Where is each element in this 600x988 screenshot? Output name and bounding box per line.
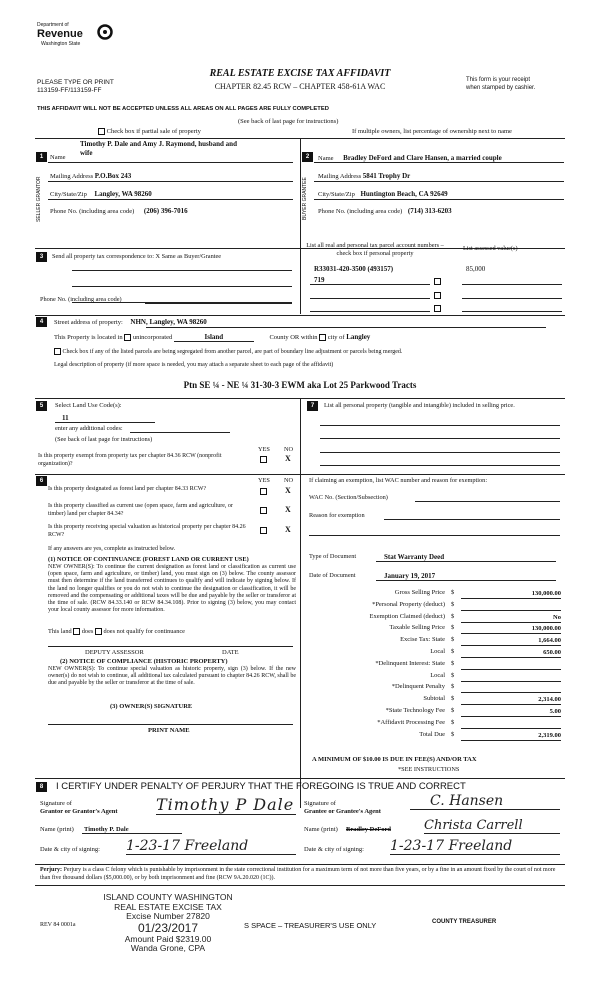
assessor-date: DATE [222,649,239,656]
warning-text: THIS AFFIDAVIT WILL NOT BE ACCEPTED UNLESS ALL AREAS ON ALL PAGES ARE FULLY COMPLETED [37,106,329,112]
buyer-mail-value[interactable]: 5841 Trophy Dr [362,172,411,180]
grantor-name-value[interactable]: Timothy P. Dale [82,826,182,834]
buyer-name-value[interactable]: Bradley DeFord and Clare Hansen, a married couple [343,154,502,162]
financial-value[interactable]: No [461,613,561,623]
section-1-number: 1 [36,152,47,162]
financial-row [305,623,563,635]
financial-currency: $ [451,695,455,703]
yes-header-6: YES [258,477,270,484]
seller-name-line1: Timothy P. Dale and Amy J. Raymond, husband and [80,140,237,148]
financial-value[interactable] [461,719,561,729]
financial-row [305,671,563,683]
financial-label: Gross Selling Price [394,589,445,596]
exempt-no-mark[interactable]: X [285,454,291,463]
county-label: County OR within [269,334,318,341]
section-6-number: 6 [36,476,47,486]
minimum-fee-note: A MINIMUM OF $10.00 IS DUE IN FEE(S) AND/OR TAX [312,756,477,763]
section-5-number: 5 [36,401,47,411]
financial-row [305,730,563,742]
financial-currency: $ [451,718,455,726]
grantor-date-value[interactable]: 1-23-17 Freeland [126,838,296,855]
buyer-grantee-label: BUYER GRANTEE [302,177,308,221]
financial-table [305,588,563,741]
logo-swirl-icon [97,24,113,40]
financial-label: Exemption Claimed (deduct) [369,612,445,620]
financial-label: Subtotal [423,695,445,703]
financial-row [305,682,563,694]
segregated-label: Check box if any of the listed parcels are being segregated from another parcel, are part of boundary line adjustment or parcels being merged. [62,348,403,355]
financial-row [305,659,563,671]
financial-value[interactable]: 2,319.00 [461,731,561,741]
financial-label: *Personal Property (deduct) [372,600,445,608]
parcel-2[interactable]: 719 [314,276,325,284]
buyer-city-value[interactable]: Huntington Beach, CA 92649 [360,190,448,198]
financial-value[interactable] [461,660,561,670]
wac-label: WAC No. (Section/Subsection) [309,494,388,501]
historic-no-mark[interactable]: X [285,525,291,534]
print-name-label: PRINT NAME [148,727,190,734]
seller-city-value[interactable]: Langley, WA 98260 [94,190,152,198]
seller-mail-value[interactable]: P.O.Box 243 [94,172,132,180]
stamp-line2: REAL ESTATE EXCISE TAX [114,901,222,912]
section-7-number: 7 [307,401,318,411]
assessed-1[interactable]: 85,000 [466,265,486,273]
unincorporated-checkbox[interactable] [124,334,131,341]
perjury-label: Perjury: [40,867,62,873]
multiple-owners-note: If multiple owners, list percentage of ownership next to name [352,128,512,135]
personal-property-checkbox-1[interactable] [434,278,441,285]
city-checkbox[interactable] [319,334,326,341]
does-not-label: does not qualify for continuance [103,628,185,635]
buyer-phone-label: Phone No. (including area code) [318,208,403,215]
assessed-header: List assessed value(s) [463,245,518,252]
send-correspondence: Send all property tax correspondence to: X Same as Buyer/Grantee [52,253,222,260]
financial-label: Excise Tax: State [400,636,445,644]
financial-currency: $ [451,636,455,644]
current-use-no-mark[interactable]: X [285,505,291,514]
grantee-name-handwritten[interactable]: Christa Carrell [424,818,560,834]
street-label: Street address of property: [54,319,123,326]
section-3-number: 3 [36,252,47,262]
current-use-question: Is this property classified as current use (open space, farm and agriculture, or timber) land per chapter 84.34? [48,503,233,517]
treasurer-space: S SPACE – TREASURER'S USE ONLY [244,921,377,930]
financial-value[interactable] [461,601,561,611]
seller-name-line2: wife [80,149,93,157]
does-not-checkbox[interactable] [95,628,102,635]
doc-date-label: Date of Document [309,572,356,579]
land-use-label: Select Land Use Code(s): [55,402,122,409]
forest-no-mark[interactable]: X [285,486,291,495]
correspondence-phone-label: Phone No. (including area code) [40,296,122,303]
no-header-6: NO [284,477,294,484]
logo-line3: Washington State [41,41,81,47]
financial-label: *Delinquent Penalty [391,683,445,691]
financial-value[interactable]: 130,000.00 [461,589,561,599]
financial-value[interactable]: 650.00 [461,648,561,658]
financial-label: Local [430,647,445,655]
financial-currency: $ [451,589,455,596]
legal-value[interactable]: Ptn SE ¼ - NE ¼ 31-30-3 EWM aka Lot 25 Parkwood Tracts [183,380,417,390]
exemption-label: If claiming an exemption, list WAC number and reason for exemption: [309,477,488,484]
forest-question: Is this property designated as forest land per chapter 84.33 RCW? [48,486,207,492]
section-4-number: 4 [36,317,47,327]
partial-sale-label: Check box if partial sale of property [106,128,201,135]
stamp-line4: 01/23/2017 [137,920,199,935]
please-type: PLEASE TYPE OR PRINT [37,79,114,86]
exempt-yes-checkbox[interactable] [260,456,267,463]
county-value[interactable]: Island [174,333,254,342]
grantor-name-label: Name (print) [40,826,74,833]
financial-currency: $ [451,600,455,608]
financial-value[interactable] [461,672,561,682]
doc-type-label: Type of Document [309,553,357,560]
personal-property-checkbox-3[interactable] [434,305,441,312]
partial-sale-checkbox[interactable] [98,128,105,135]
certify-statement: I CERTIFY UNDER PENALTY OF PERJURY THAT THE FOREGOING IS TRUE AND CORRECT [56,781,466,792]
stamp-line1: ISLAND COUNTY WASHINGTON [103,892,233,902]
notice1-body: NEW OWNER(S): To continue the current designation as forest land or classification as current use (open space, farm and agriculture, or timber) land, you must sign on (3) below. The county assessor must then determine if the land transferred continues to qualify and will indicate by signing below. If the land no longer qualifies or you do not wish to continue the designation or classification, it will be removed and the compensating or additional taxes will be due and payable by the seller or transferor at the time of sale. (RCW 84.33.140 or RCW 84.34.108). Prior to signing (3) below, you may contact your local county assessor for more information. [48,564,296,614]
financial-row [305,612,563,624]
located-label: This Property is located in [54,334,123,341]
seller-phone-value[interactable]: (206) 396-7016 [143,207,188,215]
grantee-name-struck: Bradley DeFord [346,826,391,833]
treasurer-stamp [88,893,248,954]
notice2-body: NEW OWNER(S): To continue special valuation as historic property, sign (3) below. If the new owner(s) do not wish to continue, all additional tax calculated pursuant to chapter 84.26 RCW, shall be due and payable by the seller or transferor at the time of sale. [48,666,296,687]
parcel-header: List all real and personal tax parcel account numbers – check box if personal property [306,242,444,257]
city-of-label: city of [327,334,345,341]
see-instructions: *SEE INSTRUCTIONS [398,766,460,773]
receipt-note-1: This form is your receipt [466,77,531,83]
section-8-number: 8 [36,782,47,792]
seller-city-label: City/State/Zip [50,191,87,198]
dor-logo [37,22,117,52]
grantor-agent-label: Grantor or Grantor's Agent [40,808,118,815]
street-value[interactable]: NHN, Langley, WA 98260 [130,318,207,326]
buyer-city-label: City/State/Zip [318,191,355,198]
financial-currency: $ [451,706,455,714]
owner-signature-label: (3) OWNER(S) SIGNATURE [110,703,193,710]
no-header-5: NO [284,446,294,453]
financial-row [305,647,563,659]
financial-currency: $ [451,683,455,691]
rev-code: REV 84 0001a [40,922,76,928]
financial-value[interactable]: 2,314.00 [461,695,561,705]
financial-row [305,588,563,600]
buyer-phone-value[interactable]: (714) 313-6203 [407,207,452,215]
form-title: REAL ESTATE EXCISE TAX AFFIDAVIT [209,68,391,79]
see-back-note: (See back of last page for instructions) [238,118,339,125]
financial-label: Taxable Selling Price [389,624,445,632]
seller-name-label: Name [50,154,66,161]
grantee-sig-label: Signature of [304,800,336,807]
grantee-date-label: Date & city of signing: [304,846,364,853]
financial-currency: $ [451,647,455,655]
financial-row [305,694,563,706]
historic-yes-checkbox[interactable] [260,527,267,534]
financial-value[interactable] [461,683,561,693]
if-yes-note: If any answers are yes, complete as instructed below. [48,546,176,552]
notice1-title: (1) NOTICE OF CONTINUANCE (FOREST LAND OR CURRENT USE) [48,556,249,563]
financial-currency: $ [451,624,455,632]
legal-label: Legal description of property (if more space is needed, you may attach a separate sheet to each page of the affidavit) [54,362,334,368]
financial-row [305,600,563,612]
land-use-value[interactable]: 11 [62,414,69,422]
section-2-number: 2 [302,152,313,162]
seller-mail-label: Mailing Address [50,173,94,180]
financial-row [305,635,563,647]
financial-row [305,706,563,718]
financial-currency: $ [451,730,455,738]
unincorporated-label: unincorporated [132,334,173,341]
grantor-signature[interactable]: Timothy P Dale [156,795,295,814]
county-treasurer-label: COUNTY TREASURER [432,919,497,925]
does-label: does [81,628,94,635]
financial-value[interactable]: 5.00 [461,707,561,717]
city-value[interactable]: Langley [346,333,371,341]
stamp-line6: Wanda Grone, CPA [130,943,206,953]
financial-value[interactable]: 130,000.00 [461,624,561,634]
additional-codes-label: enter any additional codes: [55,425,123,432]
does-checkbox[interactable] [73,628,80,635]
grantee-name-label: Name (print) [304,826,338,833]
financial-value[interactable]: 1,664.00 [461,636,561,646]
deputy-assessor: DEPUTY ASSESSOR [85,649,144,656]
financial-currency: $ [451,659,455,667]
financial-label: *State Technology Fee [385,706,445,714]
financial-label: Total Due [419,730,445,738]
buyer-name-label: Name [318,155,334,162]
logo-line1: Department of [37,22,69,28]
current-use-yes-checkbox[interactable] [260,507,267,514]
notice2-title: (2) NOTICE OF COMPLIANCE (HISTORIC PROPERTY) [60,658,228,665]
financial-currency: $ [451,671,455,679]
seller-phone-label: Phone No. (including area code) [50,208,135,215]
land-use-see-back: (See back of last page for instructions) [55,436,153,443]
forest-yes-checkbox[interactable] [260,488,267,495]
financial-label: *Delinquent Interest: State [375,659,445,667]
seller-grantor-label: SELLER GRANTOR [36,176,42,222]
personal-property-checkbox-2[interactable] [434,292,441,299]
grantee-date-value[interactable]: 1-23-17 Freeland [390,838,560,855]
chapter-ref: CHAPTER 82.45 RCW – CHAPTER 458-61A WAC [214,82,386,91]
logo-line2: Revenue [37,28,83,40]
doc-type-value[interactable]: Stat Warranty Deed [376,553,556,562]
grantor-sig-label: Signature of [40,800,72,807]
form-codes: 113159-FF/113159-FF [37,87,102,94]
stamp-line5: Amount Paid $2319.00 [124,933,212,944]
historic-question: Is this property receiving special valuation as historical property per chapter 84.26 RCW? [48,524,246,538]
financial-row [305,718,563,730]
receipt-note-2: when stamped by cashier. [466,85,536,91]
doc-date-value[interactable]: January 19, 2017 [376,572,556,581]
this-land-label: This land [48,628,72,635]
stamp-line3: Excise Number 27820 [126,911,210,921]
yes-header-5: YES [258,446,270,453]
financial-label: *Affidavit Processing Fee [377,718,445,726]
exempt-question: Is this property exempt from property tax per chapter 84.36 RCW (nonprofit organization)? [38,453,222,467]
personal-property-label: List all personal property (tangible and intangible) included in selling price. [324,402,515,409]
grantor-date-label: Date & city of signing: [40,846,100,853]
perjury-text: Perjury is a class C felony which is punishable by imprisonment in the state correctional institution for a maximum term of not more than five years, or by a fine in an amount fixed by the court of not more than five thousand dollars ($5,000.00), or by both imprisonment and fine (RCW 9A.20.020 (1C)). [40,867,556,881]
financial-currency: $ [451,612,455,620]
financial-label: Local [430,671,445,679]
segregated-checkbox[interactable] [54,348,61,355]
reason-label: Reason for exemption [309,512,365,519]
buyer-mail-label: Mailing Address [318,173,362,180]
grantee-agent-label: Grantee or Grantee's Agent [304,808,381,815]
grantee-signature[interactable]: C. Hansen [410,793,560,810]
parcel-1[interactable]: R33031-420-3500 (493157) [314,265,394,273]
